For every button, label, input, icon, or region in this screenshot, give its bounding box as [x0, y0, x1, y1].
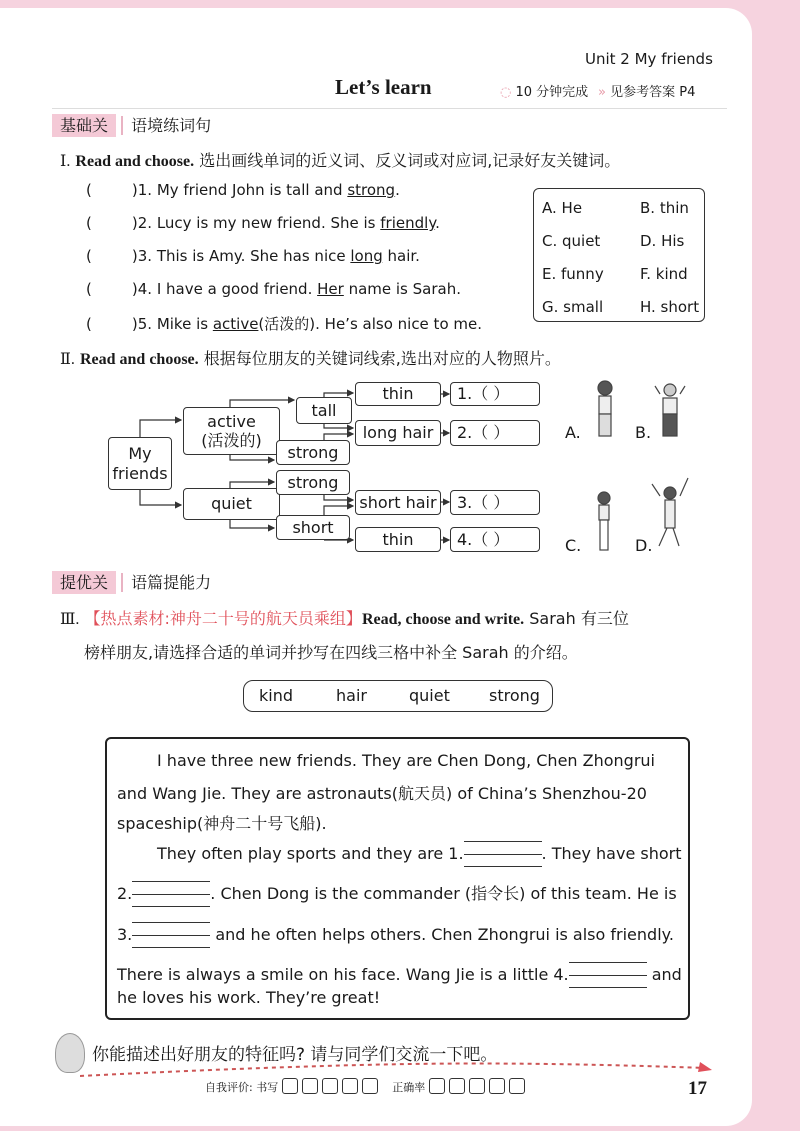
thumbs-up-icon[interactable] — [342, 1078, 358, 1094]
thumbs-up-icon[interactable] — [302, 1078, 318, 1094]
answer-paren[interactable]: ( — [86, 181, 92, 199]
node-thin: thin — [382, 384, 414, 404]
passage-line: 2. — [117, 884, 133, 903]
answer-slot-1[interactable] — [450, 382, 540, 406]
question-number: Ⅰ. — [60, 153, 71, 170]
thumbs-up-icon[interactable] — [429, 1078, 445, 1094]
passage-line: There is always a smile on his face. Wang Jie is a little 4. — [117, 965, 569, 984]
level-tag: 基础关 — [52, 114, 116, 137]
item-text: (活泼的). He’s also nice to me. — [258, 315, 482, 333]
option: H. short — [640, 298, 700, 316]
item-text: hair. — [382, 247, 420, 265]
question-instruction-cn: 榜样朋友,请选择合适的单词并抄写在四线三格中补全 Sarah 的介绍。 — [84, 643, 578, 662]
item-text: . — [435, 214, 440, 232]
thumbs-up-icon[interactable] — [322, 1078, 338, 1094]
item-text: I have a good friend. — [156, 280, 318, 298]
answer-label: 4.（ ） — [457, 529, 510, 549]
item-text: Lucy is my new friend. She is — [156, 214, 381, 232]
item-text: This is Amy. She has nice — [156, 247, 351, 265]
node-my-friends: My friends — [112, 444, 168, 483]
question-instruction: Read and choose. — [75, 153, 195, 170]
node-strong: strong — [287, 472, 339, 492]
time-label: 10 分钟完成 — [515, 85, 589, 100]
writing-label: 书写 — [256, 1081, 279, 1094]
item-text: Mike is — [156, 315, 213, 333]
unit-title: Unit 2 My friends — [585, 50, 713, 68]
option: D. His — [640, 232, 685, 250]
question-instruction-cn: 选出画线单词的近义词、反义词或对应词,记录好友关键词。 — [199, 151, 621, 170]
passage-line: I have three new friends. They are Chen Dong, Chen Zhongrui — [157, 751, 655, 770]
item-number: )4. — [131, 280, 153, 298]
thumbs-up-icon[interactable] — [282, 1078, 298, 1094]
question-instruction: Read, choose and write. — [361, 611, 525, 628]
answer-slot-4[interactable] — [450, 527, 540, 552]
figure-girl-long-hair — [598, 381, 612, 436]
question-instruction: Read and choose. — [79, 351, 199, 368]
clock-icon: ◌ — [500, 85, 512, 100]
picture-label: C. — [565, 536, 582, 555]
blank-2[interactable] — [132, 881, 210, 907]
passage-line: . Chen Dong is the commander (指令长) of this team. He is — [210, 884, 677, 903]
word-option: hair — [336, 686, 367, 705]
underlined-word: Her — [317, 280, 344, 298]
item-text: My friend John is tall and — [156, 181, 348, 199]
passage-line: They often play sports and they are 1. — [157, 844, 464, 863]
answer-paren[interactable]: ( — [86, 315, 92, 333]
item-number: )3. — [131, 247, 153, 265]
self-eval-label: 自我评价: — [205, 1081, 253, 1094]
answer-paren[interactable]: ( — [86, 247, 92, 265]
page-number: 17 — [688, 1078, 707, 1099]
figure-boy-strong — [655, 384, 685, 436]
picture-label: A. — [565, 423, 581, 442]
answer-label: 2.（ ） — [457, 423, 510, 443]
item-number: )2. — [131, 214, 153, 232]
answer-paren[interactable]: ( — [86, 280, 92, 298]
underlined-word: friendly — [380, 214, 436, 232]
underlined-word: active — [212, 315, 259, 333]
node-quiet: quiet — [211, 494, 252, 514]
picture-label: B. — [635, 423, 652, 442]
question-number: Ⅲ. — [60, 611, 80, 628]
level-tag: 提优关 — [52, 571, 116, 594]
figure-boy-short — [598, 492, 610, 550]
page-title: Let’s learn — [335, 75, 432, 99]
item-text: name is Sarah. — [343, 280, 461, 298]
node-strong: strong — [287, 442, 339, 462]
item-number: )1. — [131, 181, 153, 199]
passage-line: he loves his work. They’re great! — [117, 988, 381, 1007]
option: F. kind — [640, 265, 688, 283]
node-short: short — [292, 517, 334, 537]
item-text: . — [395, 181, 400, 199]
level-subtitle: 语篇提能力 — [121, 573, 211, 592]
answer-paren[interactable]: ( — [86, 214, 92, 232]
answer-slot-3[interactable] — [450, 490, 540, 515]
underlined-word: strong — [347, 181, 396, 199]
figure-boy-tall-thin — [652, 478, 688, 546]
option: G. small — [542, 298, 604, 316]
underlined-word: long — [350, 247, 383, 265]
passage-line: 3. — [117, 925, 133, 944]
option: C. quiet — [542, 232, 601, 250]
word-option: strong — [489, 686, 540, 705]
picture-label: D. — [635, 536, 653, 555]
node-short-hair: short hair — [359, 492, 437, 512]
thumbs-up-icon[interactable] — [469, 1078, 485, 1094]
friend-figures — [590, 378, 700, 558]
discussion-prompt: 你能描述出好朋友的特征吗? 请与同学们交流一下吧。 — [92, 1045, 498, 1065]
thumbs-up-icon[interactable] — [449, 1078, 465, 1094]
chevron-icon: » — [598, 85, 606, 100]
node-active-cn: (活泼的) — [201, 431, 262, 450]
thumbs-up-icon[interactable] — [362, 1078, 378, 1094]
option: E. funny — [542, 265, 604, 283]
thumbs-up-icon[interactable] — [509, 1078, 525, 1094]
question-number: Ⅱ. — [60, 351, 75, 368]
item-number: )5. — [131, 315, 153, 333]
option: A. He — [542, 199, 583, 217]
passage-line: spaceship(神舟二十号飞船). — [117, 814, 327, 833]
node-tall: tall — [311, 400, 337, 420]
passage-line: and he often helps others. Chen Zhongrui is also friendly. — [215, 925, 674, 944]
blank-3[interactable] — [132, 922, 210, 948]
answer-label: 3.（ ） — [457, 492, 510, 512]
passage-line: . They have short — [541, 844, 682, 863]
blank-4[interactable] — [569, 962, 647, 988]
answer-slot-2[interactable] — [450, 420, 540, 446]
accuracy-label: 正确率 — [392, 1081, 426, 1094]
question-instruction-cn: Sarah 有三位 — [529, 609, 629, 628]
thumbs-up-icon[interactable] — [489, 1078, 505, 1094]
node-active: active — [207, 411, 256, 431]
level-subtitle: 语境练词句 — [121, 116, 211, 135]
answer-label: 1.（ ） — [457, 384, 510, 404]
node-thin: thin — [382, 529, 414, 549]
passage-line: and — [651, 965, 682, 984]
question-instruction-cn: 根据每位朋友的关键词线索,选出对应的人物照片。 — [203, 349, 561, 368]
answer-ref: 见参考答案 P4 — [610, 85, 696, 100]
word-bank — [243, 680, 553, 712]
word-option: kind — [259, 686, 294, 705]
node-long-hair: long hair — [362, 423, 434, 443]
option: B. thin — [640, 199, 689, 217]
blank-1[interactable] — [464, 841, 542, 867]
passage-line: and Wang Jie. They are astronauts(航天员) of China’s Shenzhou-20 — [117, 784, 647, 803]
hot-topic-tag: 【热点素材:神舟二十号的航天员乘组】 — [84, 609, 362, 628]
word-option: quiet — [409, 686, 450, 705]
